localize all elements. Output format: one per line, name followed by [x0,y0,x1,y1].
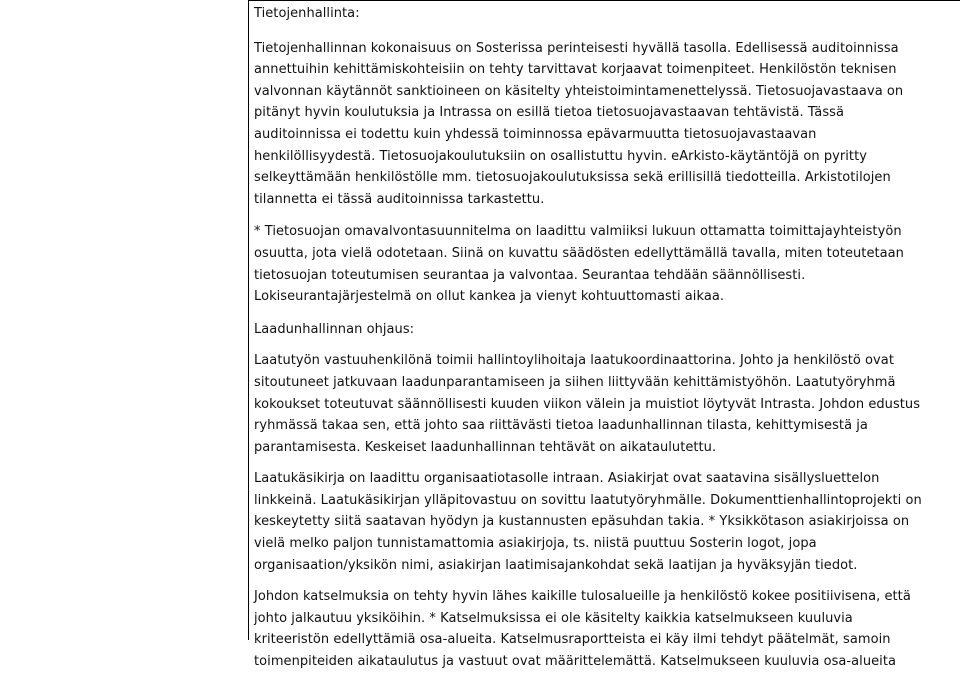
spacer [254,576,954,586]
spacer [254,308,954,319]
paragraph-tietosuojan-omavalvonta: * Tietosuojan omavalvontasuunnitelma on laadittu valmiiksi lukuun ottamatta toimittajayhteistyön osuutta, jota vielä odotetaan. Siinä on kuvattu säädösten edellyttämällä tavalla, miten toteutetaan tietosuojan toteutumisen seurantaa ja valvontaa. Seurantaa tehdään säännöllisesti. Lokiseurantajärjestelmä on ollut kankea ja vienyt kohtuuttomasti aikaa. [254,224,904,305]
spacer [254,210,954,221]
section-title-laadunhallinnan-ohjaus: Laadunhallinnan ohjaus: [254,321,415,337]
section-title-tietojenhallinta: Tietojenhallinta: [254,6,360,21]
spacer [254,458,954,468]
spacer [254,25,954,38]
document-content [254,3,954,673]
table-left-border [248,0,249,640]
paragraph-laatutyon-vastuuhenkilo: Laatutyön vastuuhenkilönä toimii hallintoylihoitaja laatukoordinaattorina. Johto ja henkilöstö ovat sitoutuneet jatkuvaan laadunparantamiseen ja siihen liittyvään kehittämistyöhön. Laatutyöryhmä kokoukset toteutuvat säännöllisesti kuuden viikon välein ja muistiot löytyvät Intrasta. Johdon edustus ryhmässä takaa sen, että johto saa riittävästi tietoa laadunhallinnan tilasta, kehittymisestä ja parantamisesta. Keskeiset laadunhallinnan tehtävät on aikataulutettu. [254,353,921,455]
paragraph-johdon-katselmukset: Johdon katselmuksia on tehty hyvin lähes kaikille tulosalueille ja henkilöstö kokee positiivisena, että johto jalkautuu yksiköihin. * Katselmuksissa ei ole käsitelty kaikkia katselmukseen kuuluvia kriteeristön edellyttämiä osa-alueita. Katselmusraportteista ei käy ilmi tehdyt päätelmät, samoin toimenpiteiden aikataulutus ja vastuut ovat määrittelemättä. Katselmukseen kuuluvia osa-alueita [254,589,911,670]
table-top-border [248,0,960,1]
spacer [254,340,954,350]
paragraph-laatukasikirja: Laatukäsikirja on laadittu organisaatiotasolle intraan. Asiakirjat ovat saatavina sisällysluettelon linkkeinä. Laatukäsikirjan ylläpitovastuu on sovittu laatutyöryhmälle. Dokumenttienhallintoprojekti on keskeytetty siitä saatavan hyödyn ja kustannusten epäsuhdan takia. * Yksikkötason asiakirjoissa on vielä melko paljon tunnistamattomia asiakirjoja, ts. niistä puuttuu Sosterin logot, jopa organisaation/yksikön nimi, asiakirjan laatimisajankohdat sekä laatijan ja hyväksyjän tiedot. [254,471,922,573]
paragraph-tietojenhallinnan-kokonaisuus: Tietojenhallinnan kokonaisuus on Sosterissa perinteisesti hyvällä tasolla. Edellisessä auditoinnissa annettuihin kehittämiskohteisiin on tehty tarvittavat korjaavat toimenpiteet. Henkilöstön teknisen valvonnan käytännöt sanktioineen on käsitelty yhteistoimintamenettelyssä. Tietosuojavastaava on pitänyt hyvin koulutuksia ja Intrassa on esillä tietoa tietosuojavastaavan tehtävistä. Tässä auditoinnissa ei todettu kuin yhdessä toiminnossa epävarmuutta tietosuojavastaavan henkilöllisyydestä. Tietosuojakoulutuksiin on osallistuttu hyvin. eArkisto-käytäntöjä on pyritty selkeyttämään henkilöstölle mm. tietosuojakoulutuksissa sekä erillisillä tiedotteilla. Arkistotilojen tilannetta ei tässä auditoinnissa tarkastettu. [254,40,904,207]
